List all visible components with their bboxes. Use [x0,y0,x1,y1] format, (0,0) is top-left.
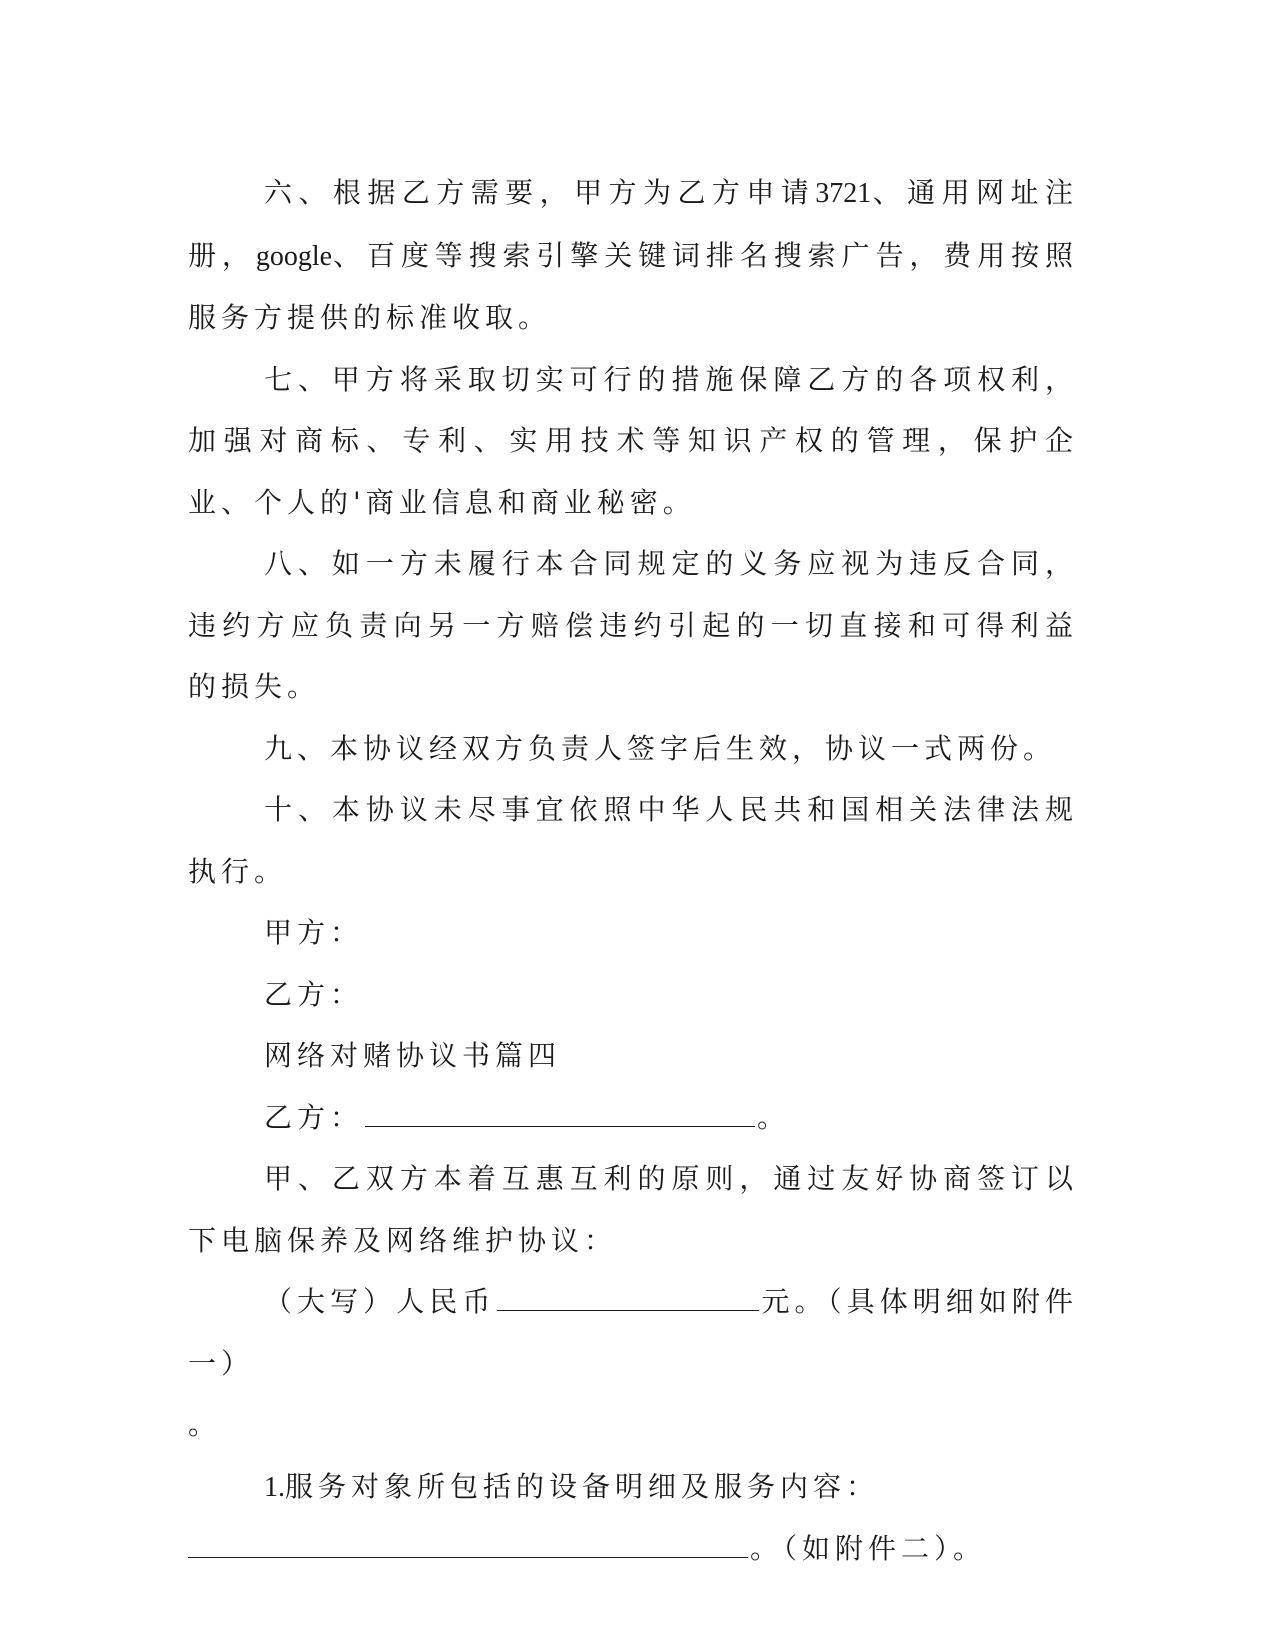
clause-7: 七、甲方将采取切实可行的措施保障乙方的各项权利，加强对商标、专利、实用技术等知识产权的管理，保护企业、个人的'商业信息和商业秘密。 [188,362,1078,519]
amount-line [188,1271,1078,1394]
clause-6-google: google [255,240,333,272]
amount-blank [497,1284,759,1311]
clause-8: 八、如一方未履行本合同规定的义务应视为违反合同，违约方应负责向另一方赔偿违约引起的一切直接和可得利益的损失。 [188,547,1078,703]
document-body [188,162,1078,1580]
party-b-end: 。 [757,1100,791,1134]
party-b-line-2 [188,1087,1078,1149]
clause-9: 九、本协议经双方负责人签字后生效，协议一式两份。 [264,731,1057,765]
item-1-number: 1. [264,1471,285,1503]
clause-6-rest: 、百度等搜索引擎关键词排名搜索广告，费用按照服务方提供的标准收取。 [188,238,1078,334]
amount-prefix: （大写）人民币 [264,1285,496,1318]
item-1 [188,1456,1078,1519]
party-a-line: 甲方： [264,916,364,949]
party-b-line: 乙方： [264,977,364,1011]
clause-10: 十、本协议未尽事宜依照中华人民共和国相关法律法规执行。 [188,793,1078,888]
clause-6-text: 六、根据乙方需要，甲方为乙方申请 [264,176,816,209]
amount-end-line: 。 [188,1408,222,1441]
amount-suffix: 元。（具体明细如附件一） [188,1285,1078,1380]
party-b-blank [365,1100,755,1127]
clause-6-text-b: 、通用网址注册， [188,176,1078,272]
party-b-label-2: 乙方： [264,1100,364,1134]
item-1-suffix: 。（如附件二）。 [750,1532,987,1565]
clause-6 [188,162,1078,349]
section-title: 网络对赌协议书篇四 [264,1039,562,1072]
item-1-blank [188,1531,748,1558]
item-1-text: 服务对象所包括的设备明细及服务内容： [285,1469,880,1503]
intro-paragraph: 甲、乙双方本着互惠互利的原则，通过友好协商签订以下电脑保养及网络维护协议： [188,1162,1078,1257]
item-1-blank-line [188,1518,1078,1580]
clause-6-number: 3721 [815,178,872,209]
